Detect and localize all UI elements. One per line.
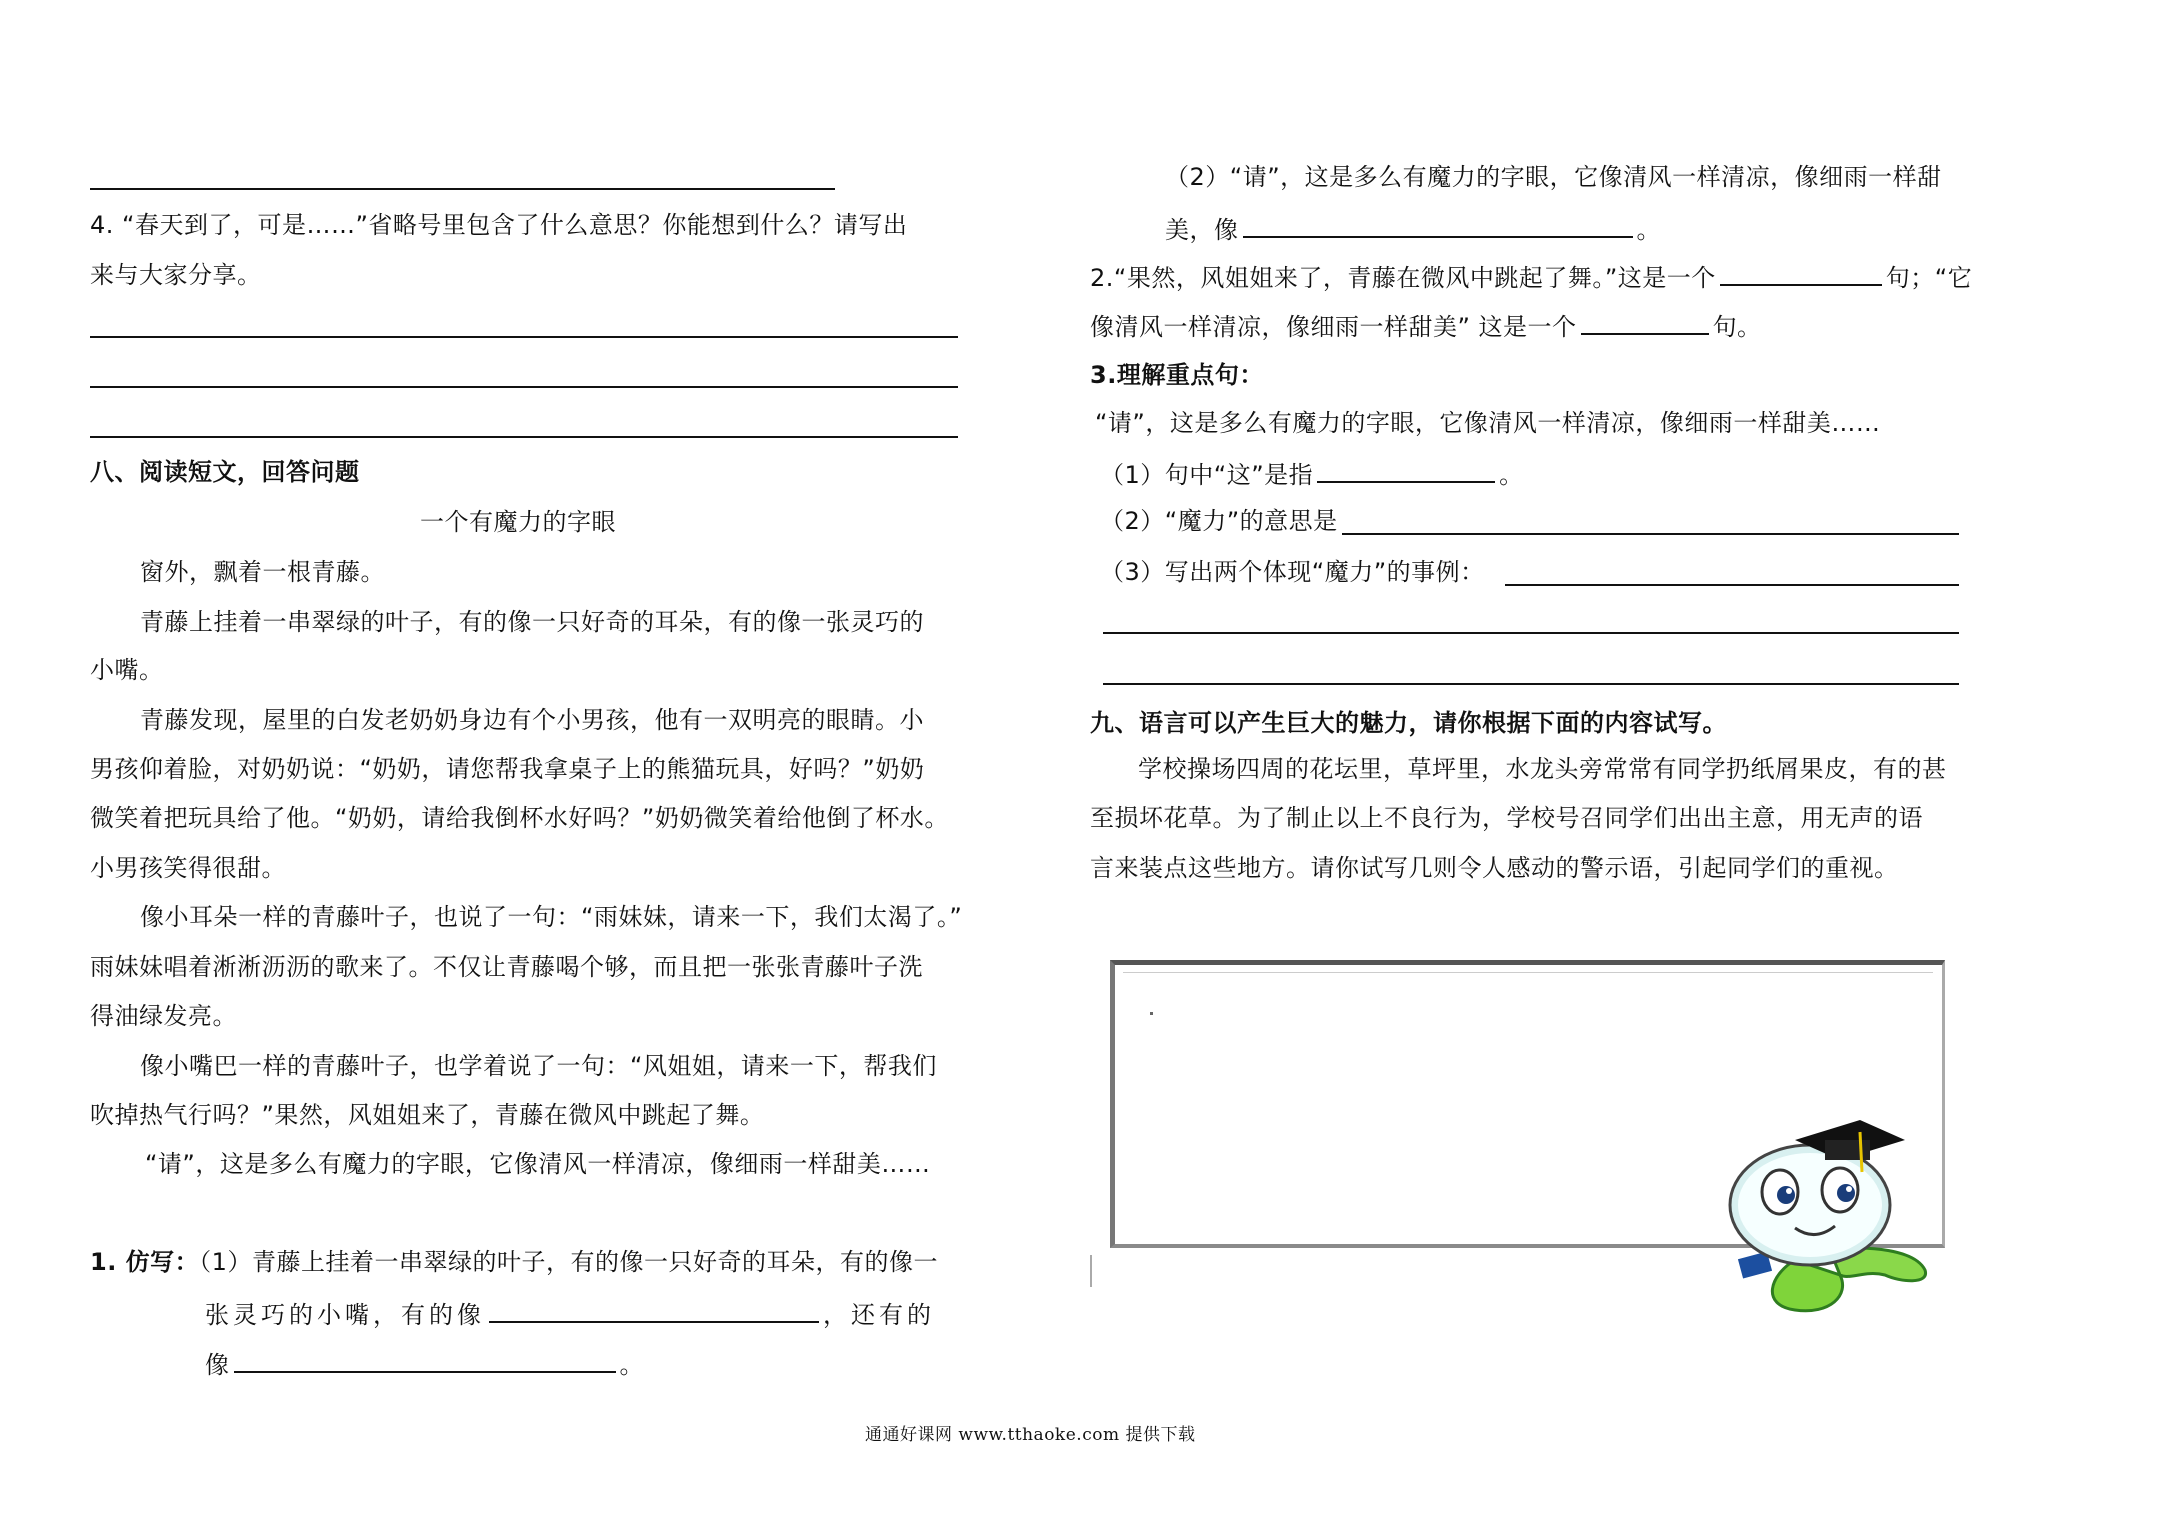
- question-1-line2: [205, 1295, 935, 1332]
- answer-line[interactable]: [1342, 533, 1959, 535]
- fill-blank[interactable]: [1581, 307, 1709, 335]
- answer-box-inner-line: [1123, 972, 1933, 973]
- answer-line[interactable]: [1505, 584, 1959, 586]
- question-3-quote: “请”，这是多么有魔力的字眼，它像清风一样清凉，像细雨一样甜美……: [1095, 409, 1881, 437]
- story-paragraph: 得油绿发亮。: [90, 1002, 237, 1030]
- question-1-text: （1）青藤上挂着一串翠绿的叶子，有的像一只好奇的耳朵，有的像一: [199, 1248, 938, 1276]
- question-text: 句。: [1712, 313, 1762, 341]
- story-paragraph: 青藤上挂着一串翠绿的叶子，有的像一只好奇的耳朵，有的像一张灵巧的: [140, 608, 924, 636]
- question-1-text: ，还有的: [823, 1301, 935, 1329]
- answer-line: [90, 336, 958, 338]
- question-2-line2: [1090, 307, 1762, 344]
- question-3-sub3: （3）写出两个体现“魔力”的事例：: [1100, 558, 1485, 586]
- question-1-text: 。: [619, 1351, 644, 1379]
- story-paragraph: 像小嘴巴一样的青藤叶子，也学着说了一句：“风姐姐，请来一下，帮我们: [140, 1052, 937, 1080]
- graduate-mascot-icon: [1700, 1110, 1960, 1320]
- story-paragraph: 吹掉热气行吗？”果然，风姐姐来了，青藤在微风中跳起了舞。: [90, 1101, 765, 1129]
- question-1-line1: [90, 1245, 938, 1279]
- fill-blank[interactable]: [489, 1295, 819, 1323]
- fill-blank[interactable]: [1317, 455, 1495, 483]
- question-4-line1: 4. “春天到了，可是……”省略号里包含了什么意思？你能想到什么？请写出: [90, 211, 908, 239]
- section-9-paragraph: 至损坏花草。为了制止以上不良行为，学校号召同学们出出主意，用无声的语: [1090, 804, 1923, 832]
- question-text: 美，像: [1165, 216, 1239, 244]
- question-1-label: 1. 仿写：: [90, 1248, 200, 1276]
- footer-text: 通通好课网 www.tthaoke.com 提供下载: [865, 1425, 1196, 1445]
- question-3-heading: 3.理解重点句：: [1090, 361, 1264, 389]
- story-paragraph: 男孩仰着脸，对奶奶说：“奶奶，请您帮我拿桌子上的熊猫玩具，好吗？”奶奶: [90, 755, 925, 783]
- fill-blank[interactable]: [1243, 210, 1633, 238]
- answer-line[interactable]: [1103, 683, 1959, 685]
- question-text: （1）句中“这”是指: [1100, 461, 1314, 489]
- story-paragraph: 微笑着把玩具给了他。“奶奶，请给我倒杯水好吗？”奶奶微笑着给他倒了杯水。: [90, 804, 949, 832]
- question-4-line2: 来与大家分享。: [90, 261, 262, 289]
- question-3-sub2: （2）“魔力”的意思是: [1100, 507, 1338, 535]
- question-text: 句；“它: [1885, 264, 1973, 292]
- fill-blank[interactable]: [1720, 258, 1882, 286]
- question-text: 。: [1636, 216, 1661, 244]
- story-paragraph: 小嘴。: [90, 656, 164, 684]
- question-3-sub1: [1100, 455, 1524, 492]
- story-paragraph: 像小耳朵一样的青藤叶子，也说了一句：“雨妹妹，请来一下，我们太渴了。”: [140, 903, 963, 931]
- question-text: 2.“果然，风姐姐来了，青藤在微风中跳起了舞。”这是一个: [1090, 264, 1716, 292]
- answer-line[interactable]: [1103, 632, 1959, 634]
- story-paragraph: 青藤发现，屋里的白发老奶奶身边有个小男孩，他有一双明亮的眼睛。小: [140, 706, 924, 734]
- question-text: 。: [1499, 461, 1524, 489]
- section-9-paragraph: 学校操场四周的花坛里，草坪里，水龙头旁常常有同学扔纸屑果皮，有的甚: [1138, 755, 1947, 783]
- question-1-2-line2: [1165, 210, 1661, 247]
- question-1-text: 像: [205, 1351, 230, 1379]
- answer-line: [90, 188, 835, 190]
- story-paragraph: “请”，这是多么有魔力的字眼，它像清风一样清凉，像细雨一样甜美……: [145, 1150, 931, 1178]
- question-2-line1: [1090, 258, 1972, 295]
- question-text: 像清风一样清凉，像细雨一样甜美” 这是一个: [1090, 313, 1577, 341]
- story-paragraph: 窗外，飘着一根青藤。: [140, 558, 385, 586]
- story-paragraph: 雨妹妹唱着淅淅沥沥的歌来了。不仅让青藤喝个够，而且把一张张青藤叶子洗: [90, 953, 923, 981]
- answer-line: [90, 436, 958, 438]
- story-paragraph: 小男孩笑得很甜。: [90, 854, 286, 882]
- fill-blank[interactable]: [234, 1345, 616, 1373]
- section-9-paragraph: 言来装点这些地方。请你试写几则令人感动的警示语，引起同学们的重视。: [1090, 854, 1899, 882]
- margin-dot: [1150, 1012, 1153, 1015]
- section-9-heading: 九、语言可以产生巨大的魅力，请你根据下面的内容试写。: [1090, 709, 1727, 737]
- story-title: 一个有魔力的字眼: [420, 508, 616, 536]
- margin-mark: [1090, 1255, 1092, 1287]
- question-1-text: 张灵巧的小嘴，有的像: [205, 1301, 485, 1329]
- question-1-2-line1: （2）“请”，这是多么有魔力的字眼，它像清风一样清凉，像细雨一样甜: [1165, 163, 1942, 191]
- answer-line: [90, 386, 958, 388]
- question-1-line3: [205, 1345, 644, 1382]
- section-8-heading: 八、阅读短文，回答问题: [90, 458, 360, 486]
